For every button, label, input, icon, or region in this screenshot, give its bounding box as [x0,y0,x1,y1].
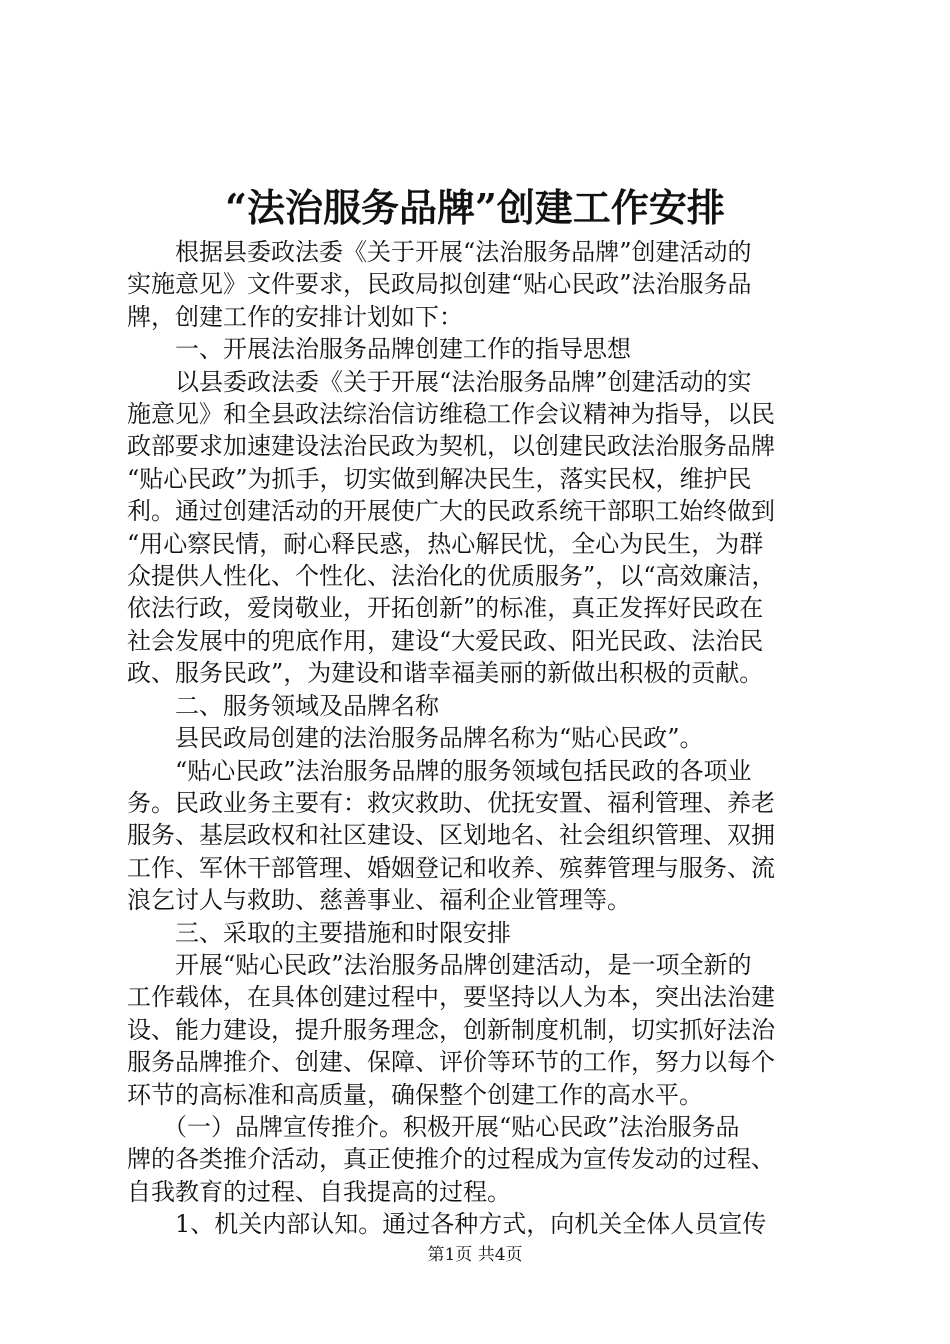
body-line: 牌，创建工作的安排计划如下： [127,302,463,331]
body-line: “用心察民情，耐心释民惑，热心解民忧，全心为民生，为群 [127,529,764,558]
body-line: 依法行政，爱岗敬业，开拓创新”的标准，真正发挥好民政在 [127,594,764,623]
body-line: 施意见》和全县政法综治信访维稳工作会议精神为指导，以民 [127,400,775,429]
body-line: 1、机关内部认知。通过各种方式，向机关全体人员宣传 [127,1210,767,1239]
body-line: 务。民政业务主要有：救灾救助、优抚安置、福利管理、养老 [127,788,775,817]
document-title: “法治服务品牌”创建工作安排 [225,185,725,230]
body-line: 利。通过创建活动的开展使广大的民政系统干部职工始终做到 [127,497,775,526]
body-line: 县民政局创建的法治服务品牌名称为“贴心民政”。 [127,724,704,753]
body-line: 工作载体，在具体创建过程中，要坚持以人为本，突出法治建 [127,983,775,1012]
section-heading-1: 一、开展法治服务品牌创建工作的指导思想 [127,335,631,364]
body-line: 浪乞讨人与救助、慈善事业、福利企业管理等。 [127,886,631,915]
body-line: 政部要求加速建设法治民政为契机，以创建民政法治服务品牌 [127,432,775,461]
body-line: 环节的高标准和高质量，确保整个创建工作的高水平。 [127,1080,703,1109]
body-line: 众提供人性化、个性化、法治化的优质服务”，以“高效廉洁， [127,562,776,591]
body-line: 实施意见》文件要求，民政局拟创建“贴心民政”法治服务品 [127,270,752,299]
body-line: 自我教育的过程、自我提高的过程。 [127,1177,511,1206]
body-line: “贴心民政”法治服务品牌的服务领域包括民政的各项业 [127,756,752,785]
body-line: 工作、军休干部管理、婚姻登记和收养、殡葬管理与服务、流 [127,853,775,882]
section-heading-3: 三、采取的主要措施和时限安排 [127,918,511,947]
body-line: （一）品牌宣传推介。积极开展“贴心民政”法治服务品 [127,1112,740,1141]
body-line: 服务、基层政权和社区建设、区划地名、社会组织管理、双拥 [127,821,775,850]
body-line: 服务品牌推介、创建、保障、评价等环节的工作，努力以每个 [127,1048,775,1077]
body-line: 政、服务民政”，为建设和谐幸福美丽的新做出积极的贡献。 [127,659,764,688]
body-line: 社会发展中的兜底作用，建设“大爱民政、阳光民政、法治民 [127,626,764,655]
body-line: 根据县委政法委《关于开展“法治服务品牌”创建活动的 [127,238,752,266]
body-line: 以县委政法委《关于开展“法治服务品牌”创建活动的实 [127,367,752,396]
body-line: “贴心民政”为抓手，切实做到解决民生，落实民权，维护民 [127,464,752,493]
body-line: 开展“贴心民政”法治服务品牌创建活动，是一项全新的 [127,950,752,979]
section-heading-2: 二、服务领域及品牌名称 [127,691,439,720]
body-line: 设、能力建设，提升服务理念，创新制度机制，切实抓好法治 [127,1015,775,1044]
page-footer: 第1页 共4页 [427,1245,523,1265]
document-body [127,236,827,1241]
body-line: 牌的各类推介活动，真正使推介的过程成为宣传发动的过程、 [127,1145,775,1174]
